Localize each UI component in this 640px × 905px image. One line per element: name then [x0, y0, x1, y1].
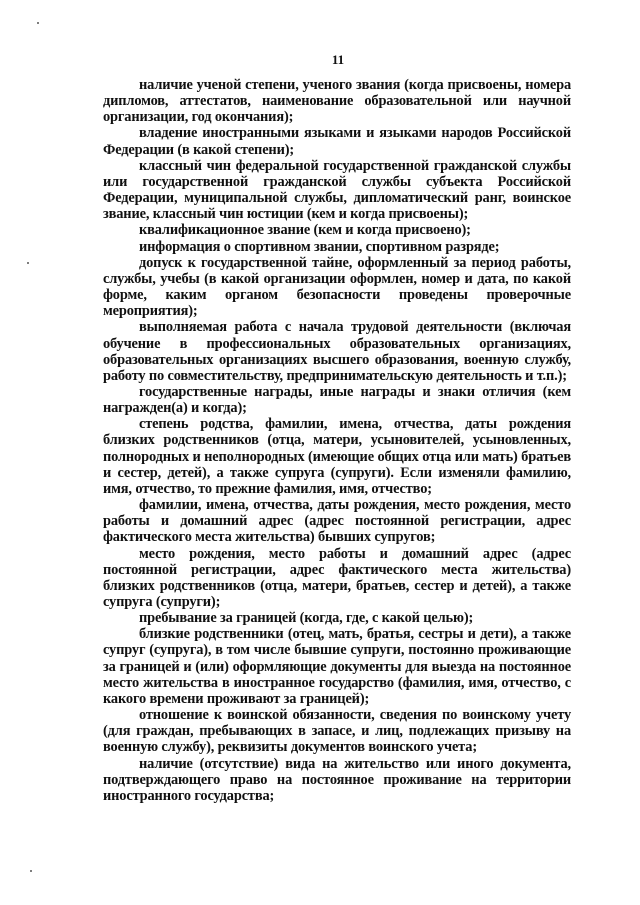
scan-speck	[27, 262, 29, 264]
paragraph-qualification-title: квалификационное звание (кем и когда присвоено);	[139, 222, 471, 239]
paragraph-work-history: выполняемая работа с начала трудовой деятельности (включая обучение в профессиональных образовательных организациях, образовательных организациях высшего образования, военную службу, работу по совместительству, предпринимательскую деятельность и т.п.);	[103, 319, 571, 384]
paragraph-class-rank: классный чин федеральной государственной гражданской службы или государственной гражданской службы субъекта Российской Федерации, муниципальной службы, дипломатический ранг, воинское звание, классный чин юстиции (кем и когда присвоены);	[103, 157, 571, 223]
paragraph-languages: владение иностранными языками и языками народов Российской Федерации (в какой степени);	[103, 125, 571, 158]
paragraph-relatives-abroad: близкие родственники (отец, мать, братья, сестры и дети), а также супруг (супруга), в том числе бывшие супруги, постоянно проживающие за границей и (или) оформляющие документы для выезда на постоянное место жительства в иностранное государство (фамилия, имя, отчество, с какого времени проживают за границей);	[103, 626, 571, 707]
paragraph-residence-permit: наличие (отсутствие) вида на жительство или иного документа, подтверждающего право на постоянное проживание на территории иностранного государства;	[103, 755, 571, 804]
scan-speck	[30, 870, 32, 872]
document-body	[103, 77, 571, 804]
paragraph-former-spouses: фамилии, имена, отчества, даты рождения, место рождения, место работы и домашний адрес (адрес постоянной регистрации, адрес фактического места жительства) бывших супругов;	[103, 497, 571, 546]
paragraph-relatives-addresses: место рождения, место работы и домашний адрес (адрес постоянной регистрации, адрес фактического места жительства) близких родственников (отца, матери, братьев, сестер и детей), а также супруга (супруги);	[103, 545, 571, 610]
page-number: 11	[331, 52, 345, 67]
paragraph-sports-title: информация о спортивном звании, спортивном разряде;	[139, 238, 500, 255]
paragraph-stay-abroad: пребывание за границей (когда, где, с какой целью);	[139, 610, 474, 627]
paragraph-state-secret-access: допуск к государственной тайне, оформленный за период работы, службы, учебы (в какой организации оформлен, номер и дата, по какой форме, каким органом безопасности проведены проверочные мероприятия);	[103, 254, 571, 320]
paragraph-awards: государственные награды, иные награды и знаки отличия (кем награжден(а) и когда);	[103, 383, 571, 417]
paragraph-relatives: степень родства, фамилии, имена, отчества, даты рождения близких родственников (отца, матери, усыновителей, усыновленных, полнородных и неполнородных (имеющие общих отца или мать) братьев и сестер, детей), а также супруга (супруги). Если изменяли фамилию, имя, отчество, то прежние фамилия, имя, отчество;	[103, 416, 571, 497]
paragraph-military-duty: отношение к воинской обязанности, сведения по воинскому учету (для граждан, пребывающих в запасе, и лиц, подлежащих призыву на военную службу), реквизиты документов воинского учета;	[103, 707, 571, 756]
scan-speck	[37, 22, 39, 24]
paragraph-academic-degree: наличие ученой степени, ученого звания (когда присвоены, номера дипломов, аттестатов, наименование образовательной или научной организации, год окончания);	[103, 77, 571, 126]
